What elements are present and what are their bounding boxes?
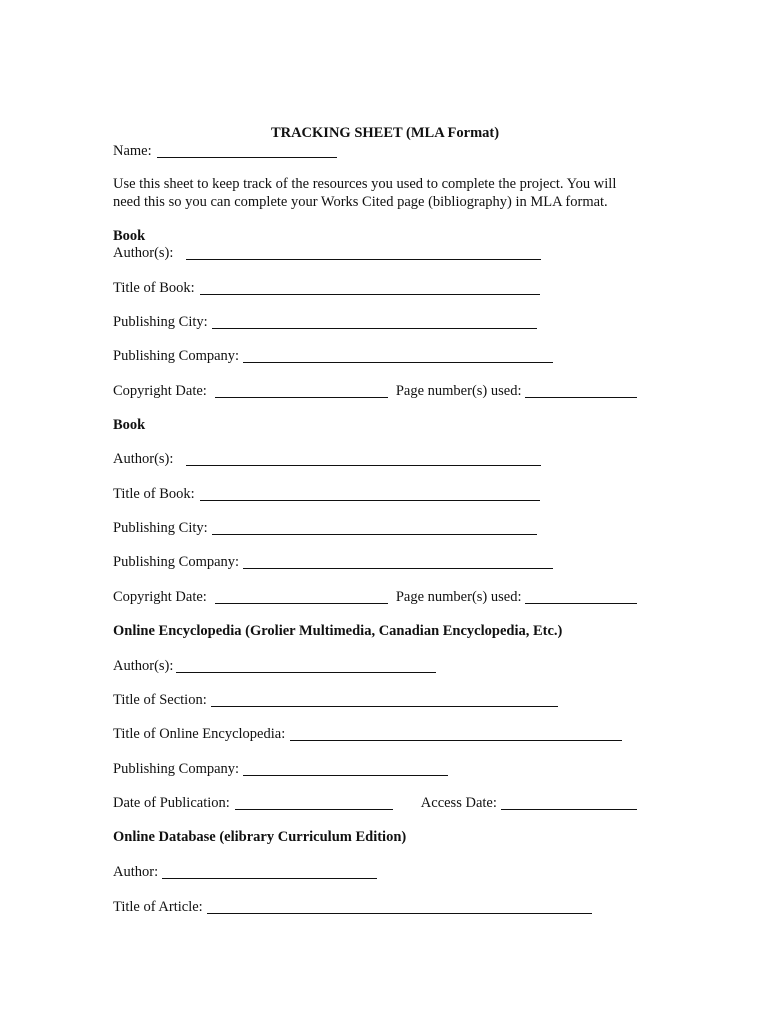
encyclopedia-date-blank[interactable] <box>235 795 393 810</box>
name-row <box>113 141 337 161</box>
book1-company-row <box>113 346 553 366</box>
book1-title-blank[interactable] <box>200 280 540 295</box>
encyclopedia-title-label: Title of Online Encyclopedia: <box>113 726 286 742</box>
book1-authors-label: Author(s): <box>113 245 174 261</box>
database-author-label: Author: <box>113 864 159 880</box>
book1-authors-row <box>113 243 541 263</box>
database-article-label: Title of Article: <box>113 899 203 915</box>
book2-copyright-label: Copyright Date: <box>113 589 207 605</box>
book2-pages-blank[interactable] <box>525 589 637 604</box>
book1-pages-blank[interactable] <box>525 383 637 398</box>
database-author-blank[interactable] <box>162 864 377 879</box>
encyclopedia-title-row <box>113 724 622 744</box>
book2-city-row <box>113 518 537 538</box>
encyclopedia-heading: Online Encyclopedia (Grolier Multimedia, Canadian Encyclopedia, Etc.) <box>113 623 563 639</box>
instructions-line-2: need this so you can complete your Works Cited page (bibliography) in MLA format. <box>113 194 608 210</box>
encyclopedia-section-row <box>113 690 558 710</box>
encyclopedia-company-row <box>113 759 448 779</box>
book1-company-label: Publishing Company: <box>113 348 240 364</box>
database-heading: Online Database (elibrary Curriculum Edition) <box>113 829 407 845</box>
encyclopedia-section-blank[interactable] <box>211 692 558 707</box>
name-label: Name: <box>113 143 152 159</box>
book2-company-row <box>113 552 553 572</box>
book2-copyright-blank[interactable] <box>215 589 388 604</box>
book2-authors-label: Author(s): <box>113 451 174 467</box>
book2-authors-row <box>113 449 541 469</box>
encyclopedia-access-blank[interactable] <box>501 795 637 810</box>
book1-authors-blank[interactable] <box>186 245 541 260</box>
name-blank[interactable] <box>157 143 337 158</box>
book2-copyright-row <box>113 587 637 607</box>
encyclopedia-authors-row <box>113 656 436 676</box>
book1-title-row <box>113 278 540 298</box>
book1-copyright-label: Copyright Date: <box>113 383 207 399</box>
encyclopedia-date-row <box>113 793 637 813</box>
encyclopedia-section-label: Title of Section: <box>113 692 207 708</box>
book1-pages-label: Page number(s) used: <box>395 383 522 399</box>
book2-title-blank[interactable] <box>200 486 540 501</box>
book1-copyright-blank[interactable] <box>215 383 388 398</box>
database-author-row <box>113 862 377 882</box>
database-article-row <box>113 897 592 917</box>
book2-heading: Book <box>113 417 146 433</box>
book1-title-label: Title of Book: <box>113 280 195 296</box>
book2-company-blank[interactable] <box>243 554 553 569</box>
encyclopedia-date-label: Date of Publication: <box>113 795 230 811</box>
book2-title-row <box>113 484 540 504</box>
book1-copyright-row <box>113 381 637 401</box>
instructions-line-1: Use this sheet to keep track of the resources you used to complete the project. You will <box>113 176 617 192</box>
book2-city-label: Publishing City: <box>113 520 208 536</box>
book2-city-blank[interactable] <box>212 520 537 535</box>
encyclopedia-company-label: Publishing Company: <box>113 761 240 777</box>
encyclopedia-company-blank[interactable] <box>243 761 448 776</box>
encyclopedia-authors-label: Author(s): <box>113 658 174 674</box>
book2-pages-label: Page number(s) used: <box>395 589 522 605</box>
book1-company-blank[interactable] <box>243 348 553 363</box>
encyclopedia-title-blank[interactable] <box>290 726 622 741</box>
instructions-paragraph <box>113 175 673 211</box>
encyclopedia-access-label: Access Date: <box>420 795 497 811</box>
book2-title-label: Title of Book: <box>113 486 195 502</box>
book2-company-label: Publishing Company: <box>113 554 240 570</box>
book2-authors-blank[interactable] <box>186 451 541 466</box>
page-title: TRACKING SHEET (MLA Format) <box>270 125 500 141</box>
book1-city-label: Publishing City: <box>113 314 208 330</box>
database-article-blank[interactable] <box>207 899 592 914</box>
encyclopedia-authors-blank[interactable] <box>176 658 436 673</box>
book1-heading: Book <box>113 228 146 244</box>
book1-city-blank[interactable] <box>212 314 537 329</box>
book1-city-row <box>113 312 537 332</box>
